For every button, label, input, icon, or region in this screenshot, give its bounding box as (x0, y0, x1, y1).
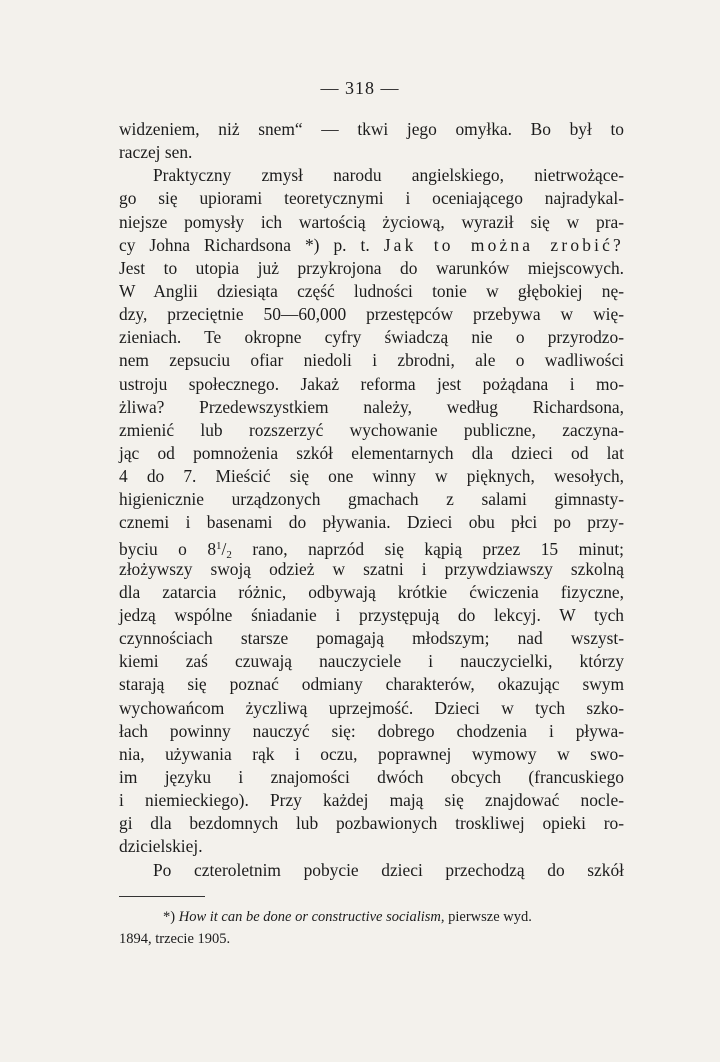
fraction-slash: / (221, 538, 227, 559)
footnote (119, 906, 624, 950)
text-line: złożywszy swoją odzież w szatni i przywdziawszy szkolną (119, 558, 624, 579)
footnote-line: 1894, trzecie 1905. (119, 931, 231, 947)
text-line: 4 do 7. Mieścić się one winny w pięknych, wesołych, (119, 466, 624, 487)
text-line: higienicznie urządzonych gmachach z salami gimnasty- (119, 489, 624, 510)
text-line: Praktyczny zmysł narodu angielskiego, nietrwożące- (153, 165, 624, 186)
text-fragment: byciu o 8 (119, 538, 217, 559)
text-line: niejsze pomysły ich wartością życiową, wyraził się w pra- (119, 211, 624, 232)
text-line: dzicielskiej. (119, 836, 203, 857)
text-line: dla zatarcia różnic, odbywają krótkie ćwiczenia fizyczne, (119, 581, 624, 602)
text-line: raczej sen. (119, 142, 193, 163)
text-line: i niemieckiego). Przy każdej mają się znajdować nocle- (119, 790, 624, 811)
text-line: im języku i znajomości dwóch obcych (francuskiego (119, 766, 624, 787)
text-line: Po czteroletnim pobycie dzieci przechodzą do szkół (153, 859, 624, 880)
text-line: dzy, przeciętnie 50—60,000 przestępców przebywa w wię- (119, 304, 624, 325)
text-line: kiemi zaś czuwają nauczyciele i nauczycielki, którzy (119, 651, 624, 672)
body-text (119, 118, 624, 882)
text-line (119, 234, 624, 257)
text-fragment: cy Johna Richardsona *) p. t. (119, 234, 370, 255)
text-line: Jest to utopia już przykrojona do warunków miejscowych. (119, 257, 624, 278)
text-line: wychowańcom życzliwą uprzejmość. Dzieci w tych szko- (119, 697, 624, 718)
footnote-title: How it can be done or constructive socialism, (178, 909, 445, 925)
footnote-marker: *) (163, 909, 176, 925)
spaced-title: Jak to można zrobić? (383, 234, 624, 255)
text-line: zmienić lub rozszerzyć wychowanie publiczne, zaczyna- (119, 419, 624, 440)
text-line: cznemi i basenami do pływania. Dzieci obu płci po przy- (119, 512, 624, 533)
page-number: — 318 — (320, 78, 400, 98)
text-line: widzeniem, niż snem“ — tkwi jego omyłka. Bo był to (119, 119, 624, 139)
text-fragment: rano, naprzód się kąpią przez 15 minut; (231, 538, 624, 559)
fraction-numerator: 1 (216, 539, 222, 552)
text-line (119, 535, 624, 561)
footnote-divider (119, 896, 205, 897)
text-line: zieniach. Te okropne cyfry świadczą nie o przyrodzo- (119, 327, 624, 348)
text-line: ustroju społecznego. Jakaż reforma jest pożądana i mo- (119, 373, 624, 394)
text-line: starają się poznać odmiany charakterów, okazując swym (119, 674, 624, 695)
text-line: żliwa? Przedewszystkiem należy, według Richardsona, (119, 396, 624, 417)
text-line: gi dla bezdomnych lub pozbawionych troskliwej opieki ro- (119, 813, 624, 834)
text-line: W Anglii dziesiąta część ludności tonie w głębokiej nę- (119, 280, 624, 301)
text-line: go się upiorami teoretycznymi i oceniającego najradykal- (119, 188, 624, 209)
footnote-text: pierwsze wyd. (444, 909, 532, 925)
text-line: jąc od pomnożenia szkół elementarnych dla dzieci od lat (119, 442, 624, 463)
footnote-line (119, 906, 624, 928)
text-line: nia, używania rąk i oczu, poprawnej wymowy w swo- (119, 743, 624, 764)
text-line: nem zepsuciu ofiar niedoli i zbrodni, ale o wadliwości (119, 350, 624, 371)
text-line: czynnościach starsze pomagają młodszym; nad wszyst- (119, 628, 624, 649)
text-line: jedzą wspólne śniadanie i przystępują do lekcyj. W tych (119, 604, 624, 625)
text-line: łach powinny nauczyć się: dobrego chodzenia i pływa- (119, 720, 624, 741)
fraction-denominator: 2 (226, 548, 232, 561)
